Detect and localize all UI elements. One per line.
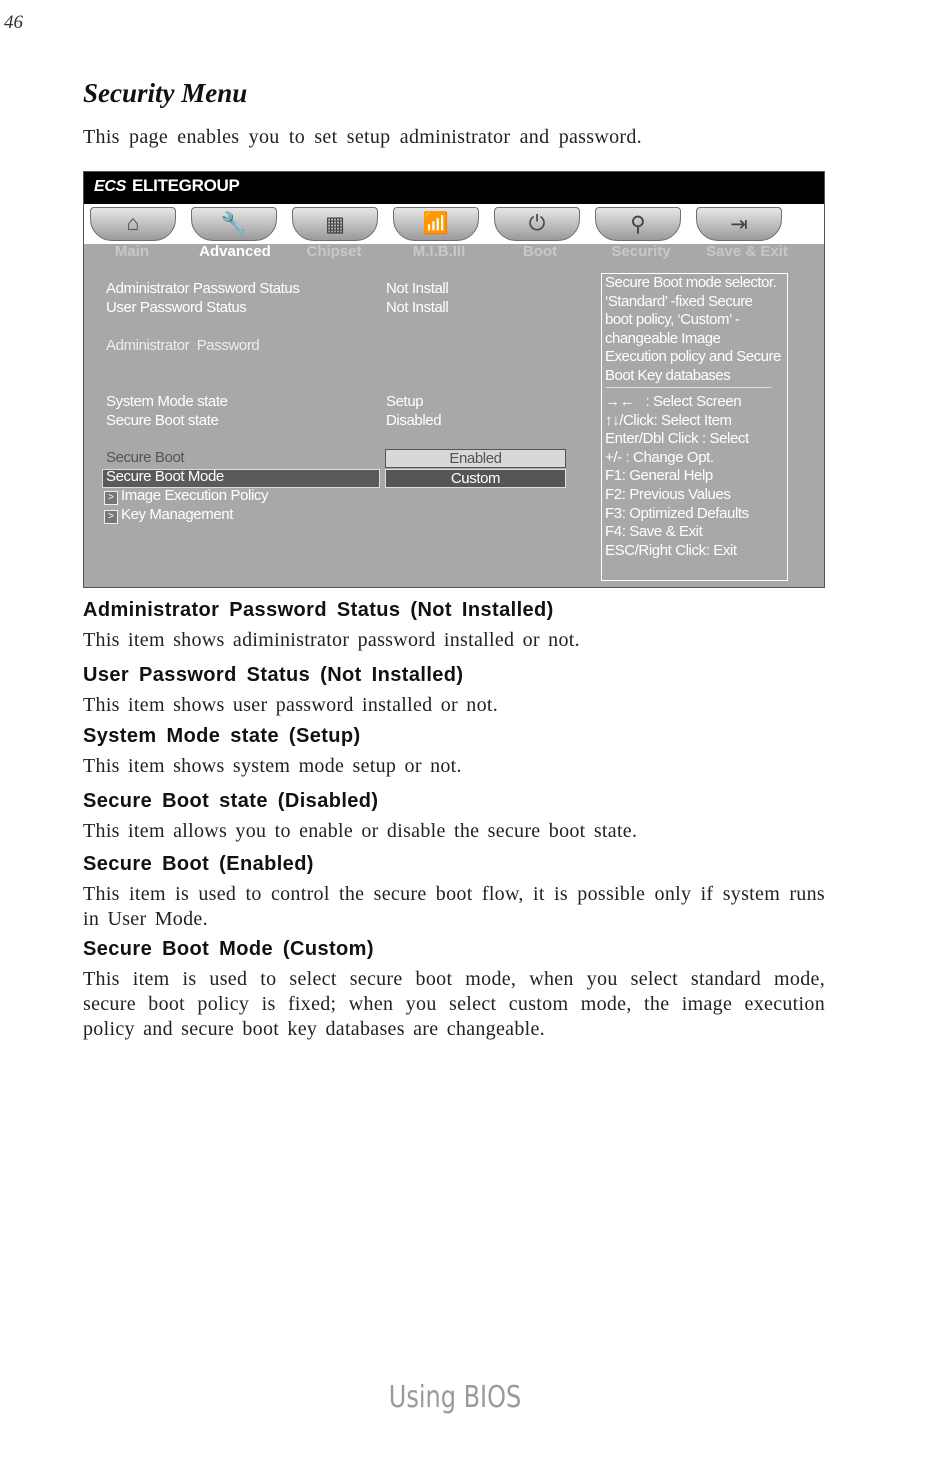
system-mode-label: System Mode state [106,393,228,410]
key-hint: +/- : Change Opt. [605,448,714,466]
item-heading: Secure Boot state (Disabled) [83,790,379,812]
section-title: Security Menu [83,78,248,108]
wrench-icon[interactable]: 🔧 [191,207,277,241]
secure-boot-state-value: Disabled [386,412,442,429]
power-icon[interactable]: ⏻ [494,207,580,241]
tab-main[interactable]: Main [114,243,150,260]
secure-boot-value[interactable]: Enabled [385,449,566,468]
tab-advanced[interactable]: Advanced [199,243,271,260]
help-description [605,274,789,386]
exit-icon[interactable]: ⇥ [696,207,782,241]
user-password-status-label: User Password Status [106,299,247,316]
tab-mib[interactable]: M.I.B.III [412,243,466,260]
help-divider [606,387,772,388]
key-management-item[interactable]: Key Management [121,506,233,523]
user-password-status-value: Not Install [386,299,449,316]
help-line: ‘Standard’ -fixed Secure [605,292,753,310]
item-description: This item allows you to enable or disable the secure boot state. [83,820,638,842]
tab-security[interactable]: Security [611,243,671,260]
item-description: This item is used to select secure boot mode, when you select standard mode, secure boot policy is fixed; when you select custom mode, the image execution policy and secure boot key databases are changeable. [83,968,825,1040]
help-line: Boot Key databases [605,366,731,384]
admin-password-status-label: Administrator Password Status [106,280,300,297]
home-icon[interactable]: ⌂ [90,207,176,241]
item-description: This item is used to control the secure boot flow, it is possible only if system runs in User Mode. [83,883,825,930]
page-number: 46 [4,12,23,33]
key-hint: F3: Optimized Defaults [605,504,749,522]
brand-name: ELITEGROUP [132,176,240,195]
chart-icon[interactable]: 📶 [393,207,479,241]
help-line: Secure Boot mode selector. [605,274,777,291]
key-hint: F1: General Help [605,467,713,485]
secure-boot-state-label: Secure Boot state [106,412,219,429]
intro-text: This page enables you to set setup administrator and password. [83,126,642,148]
footer-chapter-title: Using BIOS [388,1380,522,1415]
item-heading: Secure Boot (Enabled) [83,853,314,875]
admin-password-status-value: Not Install [386,280,449,297]
key-hint: ↑↓/Click: Select Item [605,411,732,429]
item-heading: System Mode state (Setup) [83,725,361,747]
tab-boot[interactable]: Boot [522,243,558,260]
item-heading: User Password Status (Not Installed) [83,664,464,686]
item-description: This item shows adiministrator password installed or not. [83,629,580,651]
tab-chipset[interactable]: Chipset [306,243,362,260]
bios-brand-bar [84,172,824,204]
item-heading: Secure Boot Mode (Custom) [83,938,374,960]
key-hint: F2: Previous Values [605,485,731,503]
key-hint: F4: Save & Exit [605,523,703,541]
submenu-arrow-icon: > [104,510,118,524]
item-description: This item shows system mode setup or not. [83,755,462,777]
help-panel [601,273,788,581]
help-line: boot policy, ‘Custom’ - [605,311,740,329]
system-mode-value: Setup [386,393,424,410]
ecs-brand-mark: ECS [94,178,126,195]
help-line: changeable Image [605,329,721,347]
secure-boot-mode-value[interactable]: Custom [385,469,566,488]
key-hint: ESC/Right Click: Exit [605,541,737,559]
help-line: Execution policy and Secure [605,348,781,366]
image-execution-policy-item[interactable]: Image Execution Policy [121,487,269,504]
submenu-arrow-icon: > [104,491,118,505]
secure-boot-label[interactable]: Secure Boot [106,449,185,466]
bios-screenshot [83,171,825,588]
secure-boot-mode-label[interactable]: Secure Boot Mode [106,468,224,485]
key-hint: Enter/Dbl Click : Select [605,430,749,448]
tab-save-exit[interactable]: Save & Exit [706,243,788,260]
admin-password-item[interactable]: Administrator Password [106,337,260,354]
chip-icon[interactable]: ▦ [292,207,378,241]
key-hint: →← : Select Screen [605,393,742,410]
item-description: This item shows user password installed or not. [83,694,499,716]
item-heading: Administrator Password Status (Not Installed) [83,599,554,621]
key-icon[interactable]: ⚲ [595,207,681,241]
help-key-legend [605,393,749,560]
ecs-logo [94,176,240,196]
